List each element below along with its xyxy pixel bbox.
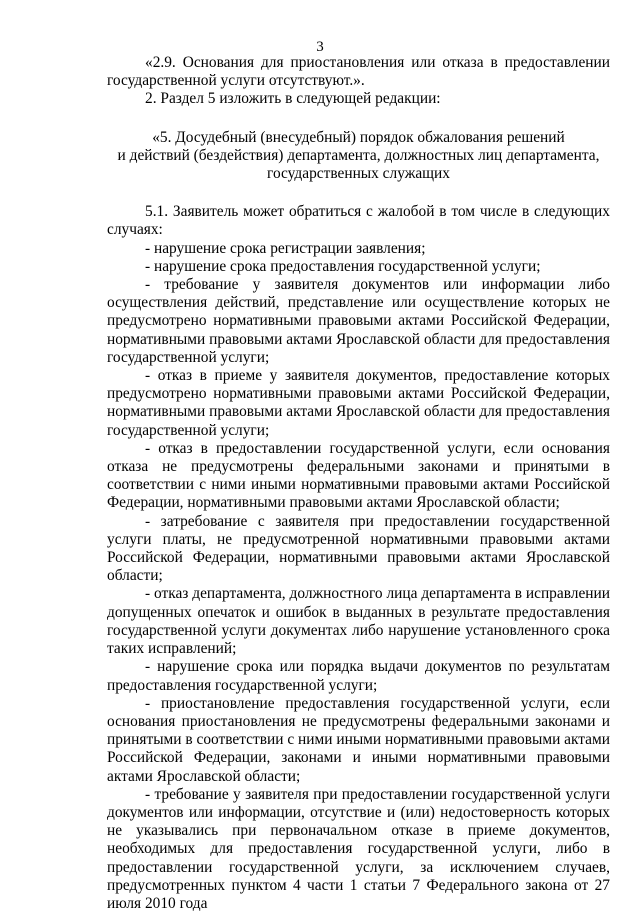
list-item: - требование у заявителя при предоставлении государственной услуги документов или информации, отсутствие и (или) недостоверность которых не указывались при первоначальном отказе в приеме документов, необходимых для предоставления государственной услуги, либо в предоставлении государственной услуги, за исключением случаев, предусмотренных пунктом 4 части 1 статьи 7 Федерального закона от 27 июля 2010 года [107, 785, 610, 912]
section-heading-line: государственных служащих [267, 165, 450, 183]
list-item: - требование у заявителя документов или информации либо осуществления действий, представление или осуществление которых не предусмотрено нормативными правовыми актами Российской Федерации, нормативными правовыми актами Ярославской области для предоставления государственной услуги; [107, 276, 610, 366]
list-item: - затребование с заявителя при предоставлении государственной услуги платы, не предусмотренной нормативными правовыми актами Российской Федерации, нормативными правовыми актами Ярославской области; [107, 512, 610, 585]
list-item: - отказ в предоставлении государственной услуги, если основания отказа не предусмотрены федеральными законами и принятыми в соответствии с ними иными нормативными правовыми актами Российской Федерации, нормативными правовыми актами Ярославской области; [107, 439, 610, 512]
paragraph-section-5-intro: 2. Раздел 5 изложить в следующей редакции: [145, 90, 441, 108]
list-item: - нарушение срока или порядка выдачи документов по результатам предоставления государственной услуги; [107, 658, 610, 694]
spacer [107, 109, 610, 129]
list-item: - приостановление предоставления государственной услуги, если основания приостановления не предусмотрены федеральными законами и принятыми в соответствии с ними иными нормативными правовыми актами Российской Федерации, законами и иными нормативными правовыми актами Ярославской области; [107, 694, 610, 785]
section-heading-line: «5. Досудебный (внесудебный) порядок обжалования решений [152, 128, 565, 146]
list-item: - нарушение срока регистрации заявления; [145, 239, 426, 257]
document-body [107, 54, 610, 913]
list-item: - нарушение срока предоставления государственной услуги; [145, 257, 541, 275]
paragraph-2-9: «2.9. Основания для приостановления или отказа в предоставлении государственной услуги отсутствуют.». [107, 54, 610, 90]
list-item: - отказ департамента, должностного лица департамента в исправлении допущенных опечаток и ошибок в выданных в результате предоставления государственной услуги документах либо нарушение установленного срока таких исправлений; [107, 585, 610, 658]
section-heading-line: и действий (бездействия) департамента, должностных лиц департамента, [117, 146, 600, 164]
section-heading [107, 129, 610, 184]
list-item: - отказ в приеме у заявителя документов, предоставление которых предусмотрено нормативными правовыми актами Российской Федерации, нормативными правовыми актами Ярославской области для предоставления государственной услуги; [107, 367, 610, 439]
paragraph-5-1: 5.1. Заявитель может обратиться с жалобой в том числе в следующих случаях: [107, 203, 610, 239]
page-number: 3 [316, 39, 324, 55]
spacer [107, 183, 610, 203]
